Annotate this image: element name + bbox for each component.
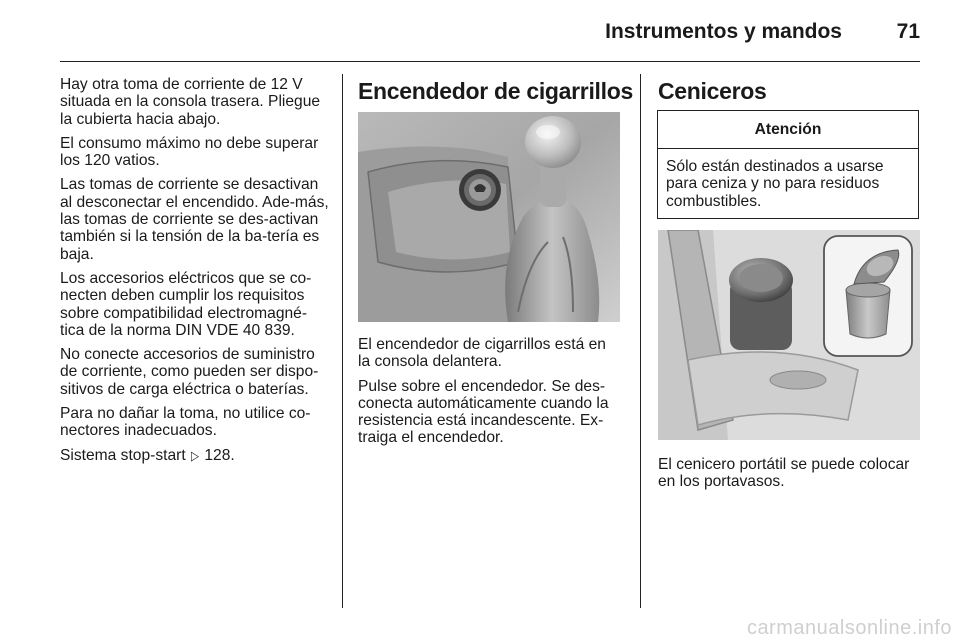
paragraph: No conecte accesorios de suministro de corriente, como pueden ser dispo-sitivos de carga eléctrica o baterías.: [60, 346, 319, 398]
column-divider-1: [342, 74, 343, 608]
crossref-page[interactable]: 128.: [204, 446, 235, 464]
arrow-right-icon[interactable]: ▷: [191, 447, 199, 463]
column-divider-2: [640, 74, 641, 608]
attention-text: Sólo están destinados a usarse para ceniza y no para residuos combustibles.: [666, 158, 884, 210]
paragraph: Hay otra toma de corriente de 12 V situada en la consola trasera. Pliegue la cubierta hacia abajo.: [60, 76, 321, 128]
column-2-text: [358, 336, 620, 454]
header-divider: [60, 61, 920, 62]
page-header-title: Instrumentos y mandos: [605, 20, 842, 43]
paragraph: Para no dañar la toma, no utilice co-nectores inadecuados.: [60, 405, 311, 440]
column-1: [60, 76, 330, 471]
crossref-text: Sistema stop-start: [60, 446, 186, 464]
watermark: carmanualsonline.info: [746, 617, 952, 639]
paragraph: El consumo máximo no debe superar los 120 vatios.: [60, 134, 319, 170]
paragraph: Los accesorios eléctricos que se co-necten deben cumplir los requisitos sobre compatibilidad electromagné-tica de la norma DIN VDE 40 839.: [60, 269, 312, 339]
crossref-paragraph: [60, 447, 330, 464]
page-number: 71: [896, 20, 920, 43]
attention-box: [657, 110, 919, 219]
paragraph: El cenicero portátil se puede colocar en los portavasos.: [658, 456, 910, 491]
ashtray-photo: [658, 230, 920, 440]
column-3-text: [658, 456, 920, 498]
cigarette-lighter-photo: [358, 112, 620, 322]
section-title-ashtrays: Ceniceros: [658, 78, 767, 104]
paragraph: Pulse sobre el encendedor. Se des-conecta automáticamente cuando la resistencia está incandescente. Ex-traiga el encendedor.: [358, 377, 609, 447]
attention-heading: Atención: [658, 111, 918, 149]
section-title-lighter: Encendedor de cigarrillos: [358, 78, 633, 104]
paragraph: Las tomas de corriente se desactivan al desconectar el encendido. Ade-más, las tomas de corriente se des-activan también si la tensión de la ba-tería es baja.: [60, 176, 329, 263]
paragraph: El encendedor de cigarrillos está en la consola delantera.: [358, 336, 606, 371]
